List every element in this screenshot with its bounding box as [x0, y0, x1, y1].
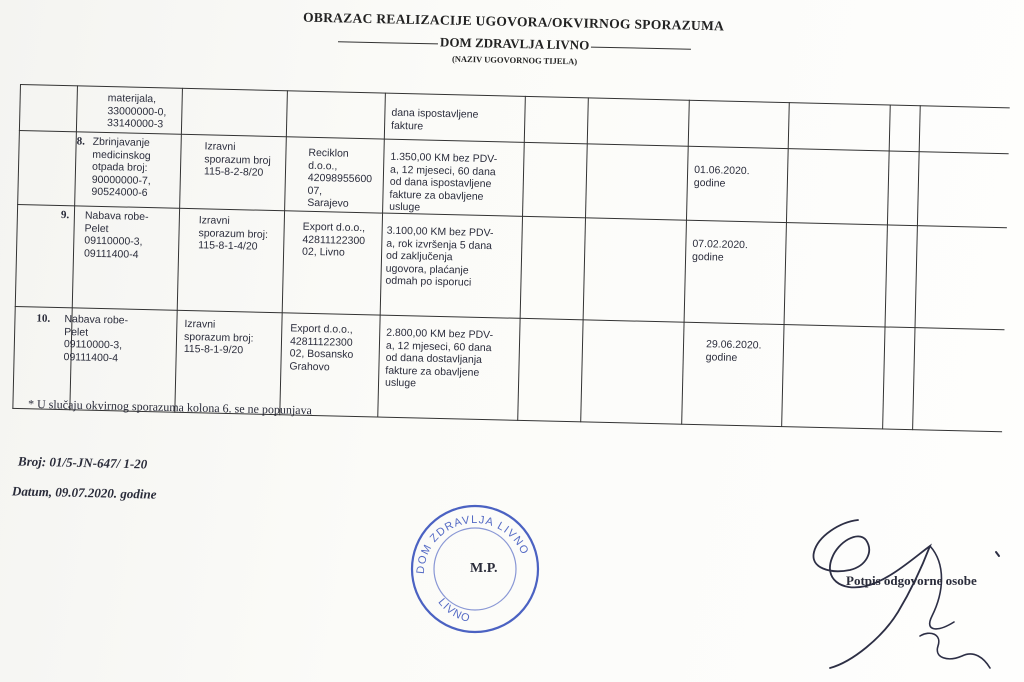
- document-number: Broj: 01/5-JN-647/ 1-20: [17, 453, 148, 472]
- document-date: Datum, 09.07.2020. godine: [11, 483, 157, 502]
- row-number: 10.: [36, 312, 51, 325]
- handwritten-signature: [770, 512, 1024, 682]
- cell-subject: Zbrinjavanje medicinskog otpada broj: 90000000-7, 90524000-6: [91, 135, 151, 200]
- cell-date: 29.06.2020. godine: [705, 338, 762, 364]
- blank-line-left: [338, 41, 438, 44]
- cell-supplier: Export d.o.o., 42811122300 02, Livno: [301, 220, 366, 259]
- table-rule: [174, 88, 183, 413]
- cell-price-terms: dana ispostavljene fakture: [390, 106, 479, 133]
- cell-date: 07.02.2020. godine: [691, 237, 749, 264]
- cell-procedure: Izravni sporazum broj: 115-8-1-4/20: [198, 214, 269, 253]
- cell-subject: materijala, 33000000-0, 33140000-3: [106, 92, 167, 131]
- table-rule: [781, 102, 790, 427]
- table-rule: [15, 306, 1005, 330]
- cell-date: 01.06.2020. godine: [693, 163, 750, 190]
- table-rule: [20, 84, 1010, 108]
- blank-line-right: [591, 47, 691, 50]
- cell-procedure: Izravni sporazum broj: 115-8-1-9/20: [183, 317, 254, 357]
- table-rule: [19, 130, 1009, 154]
- table-rule: [681, 100, 690, 425]
- stamp-ring-city: LIVNO: [435, 596, 472, 626]
- cell-subject: Nabava robe- Pelet 09110000-3, 09111400-4: [63, 313, 129, 364]
- cell-subject: Nabava robe- Pelet 09110000-3, 09111400-4: [83, 209, 149, 261]
- institution-line: [336, 32, 694, 55]
- table-rule: [12, 84, 21, 409]
- table-rule: [580, 97, 589, 422]
- signature-label: Potpis odgovorne osobe: [846, 573, 977, 588]
- cell-price-terms: 2.800,00 KM bez PDV- a, 12 mjeseci, 60 dana od dana dostavljanja fakture za obavljene usluge: [384, 326, 494, 390]
- cell-procedure: Izravni sporazum broj 115-8-2-8/20: [203, 140, 271, 179]
- cell-supplier: Export d.o.o., 42811122300 02, Bosansko Grahovo: [289, 322, 354, 373]
- row-number: 9.: [60, 209, 70, 222]
- stamp-label: M.P.: [470, 561, 498, 576]
- table-rule: [17, 204, 1007, 228]
- institution-caption: (NAZIV UGOVORNOG TIJELA): [451, 53, 578, 67]
- row-number: 8.: [76, 135, 86, 148]
- table-rule: [517, 96, 526, 421]
- stamp-ring-text: DOM ZDRAVLJA LIVNO: [414, 513, 531, 575]
- table-rule: [912, 105, 921, 430]
- table-footnote: * U slučaju okvirnog sporazuma kolona 6. se ne popunjava: [27, 396, 313, 418]
- cell-supplier: Reciklon d.o.o., 42098955600 07, Sarajevo: [307, 146, 373, 210]
- cell-price-terms: 1.350,00 KM bez PDV- a, 12 mjeseci, 60 dana od dana ispostavljene fakture za obavljene usluge: [389, 150, 498, 214]
- table-rule: [279, 90, 288, 415]
- contracts-table: [12, 84, 1009, 432]
- table-rule: [882, 104, 891, 429]
- document-title: OBRAZAC REALIZACIJE UGOVORA/OKVIRNOG SPORAZUMA: [302, 9, 725, 34]
- cell-price-terms: 3.100,00 KM bez PDV- a, rok izvršenja 5 dana od zaključenja ugovora, plaćanje odmah po isporuci: [385, 224, 494, 289]
- institution-name: DOM ZDRAVLJA LIVNO: [439, 34, 590, 53]
